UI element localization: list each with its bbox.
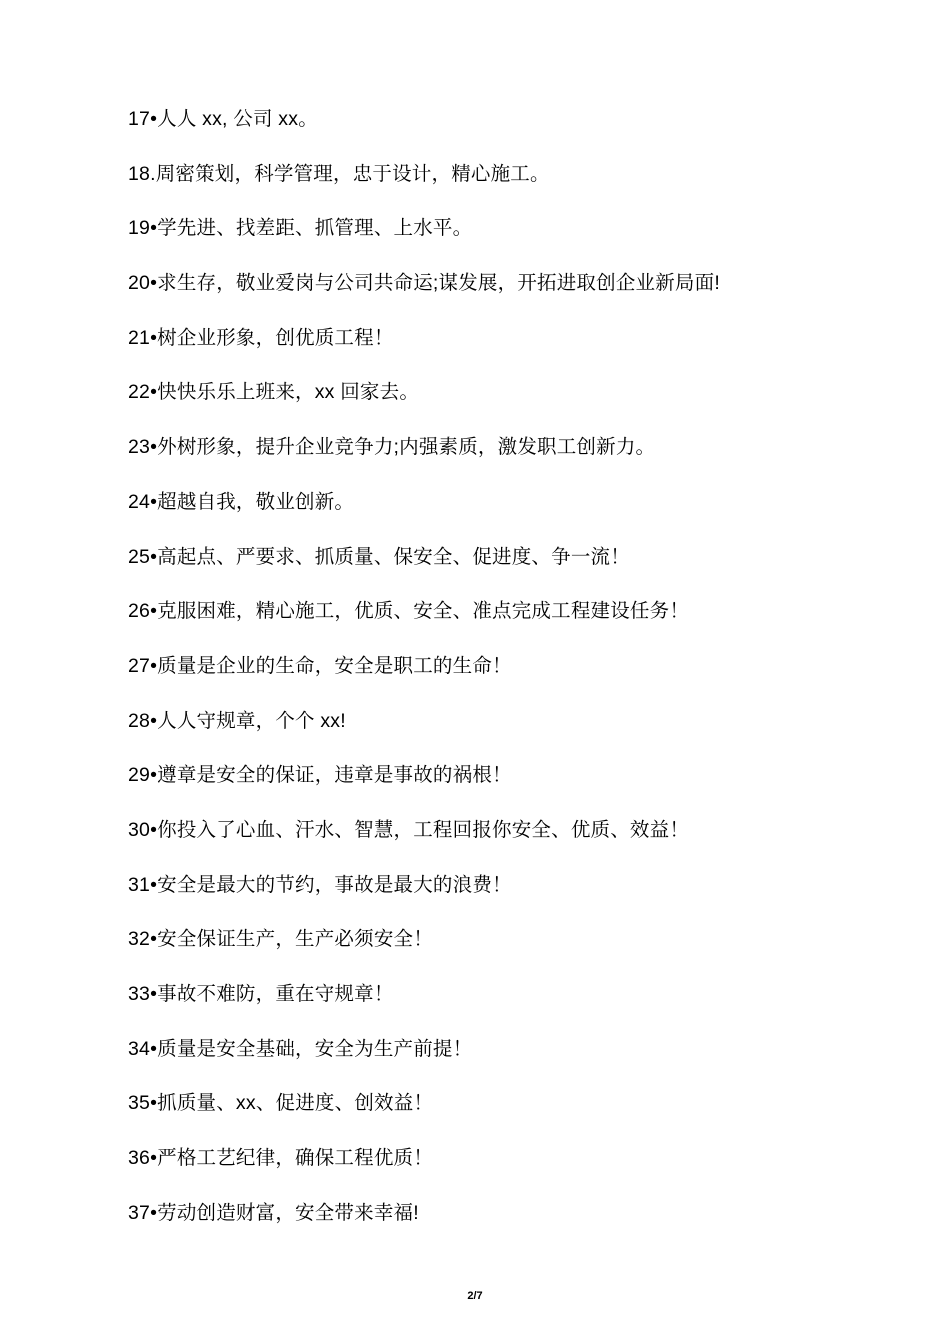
list-item: 37•劳动创造财富，安全带来幸福! <box>128 1201 419 1224</box>
list-item: 18.周密策划，科学管理，忠于设计，精心施工。 <box>128 162 550 185</box>
list-item: 29•遵章是安全的保证，违章是事故的祸根！ <box>128 764 512 787</box>
list-item: 28•人人守规章，个个 xx! <box>128 709 346 732</box>
list-item: 19•学先进、找差距、抓管理、上水平。 <box>128 217 473 240</box>
list-item: 17•人人 xx, 公司 xx。 <box>128 108 318 130</box>
list-item: 35•抓质量、xx、促进度、创效益！ <box>128 1092 434 1115</box>
list-item: 30•你投入了心血、汗水、智慧，工程回报你安全、优质、效益！ <box>128 818 690 841</box>
list-item: 27•质量是企业的生命，安全是职工的生命！ <box>128 654 512 677</box>
list-item: 34•质量是安全基础，安全为生产前提！ <box>128 1037 473 1060</box>
list-item: 31•安全是最大的节约，事故是最大的浪费！ <box>128 873 512 896</box>
list-item: 20•求生存，敬业爱岗与公司共命运;谋发展，开拓进取创企业新局面! <box>128 272 720 295</box>
list-item: 33•事故不难防，重在守规章！ <box>128 983 394 1005</box>
list-item: 23•外树形象，提升企业竞争力;内强素质，激发职工创新力。 <box>128 436 656 459</box>
list-item: 25•高起点、严要求、抓质量、保安全、促进度、争一流！ <box>128 545 630 568</box>
list-item: 32•安全保证生产，生产必须安全！ <box>128 928 433 951</box>
list-item: 26•克服困难，精心施工，优质、安全、准点完成工程建设任务！ <box>128 600 690 623</box>
page-number: 2/7 <box>467 1290 483 1302</box>
slogan-list <box>128 104 888 1252</box>
list-item: 36•严格工艺纪律，确保工程优质！ <box>128 1147 433 1170</box>
list-item: 24•超越自我，敬业创新。 <box>128 490 355 513</box>
list-item: 21•树企业形象，创优质工程！ <box>128 326 394 349</box>
list-item: 22•快快乐乐上班来，xx 回家去。 <box>128 381 420 404</box>
